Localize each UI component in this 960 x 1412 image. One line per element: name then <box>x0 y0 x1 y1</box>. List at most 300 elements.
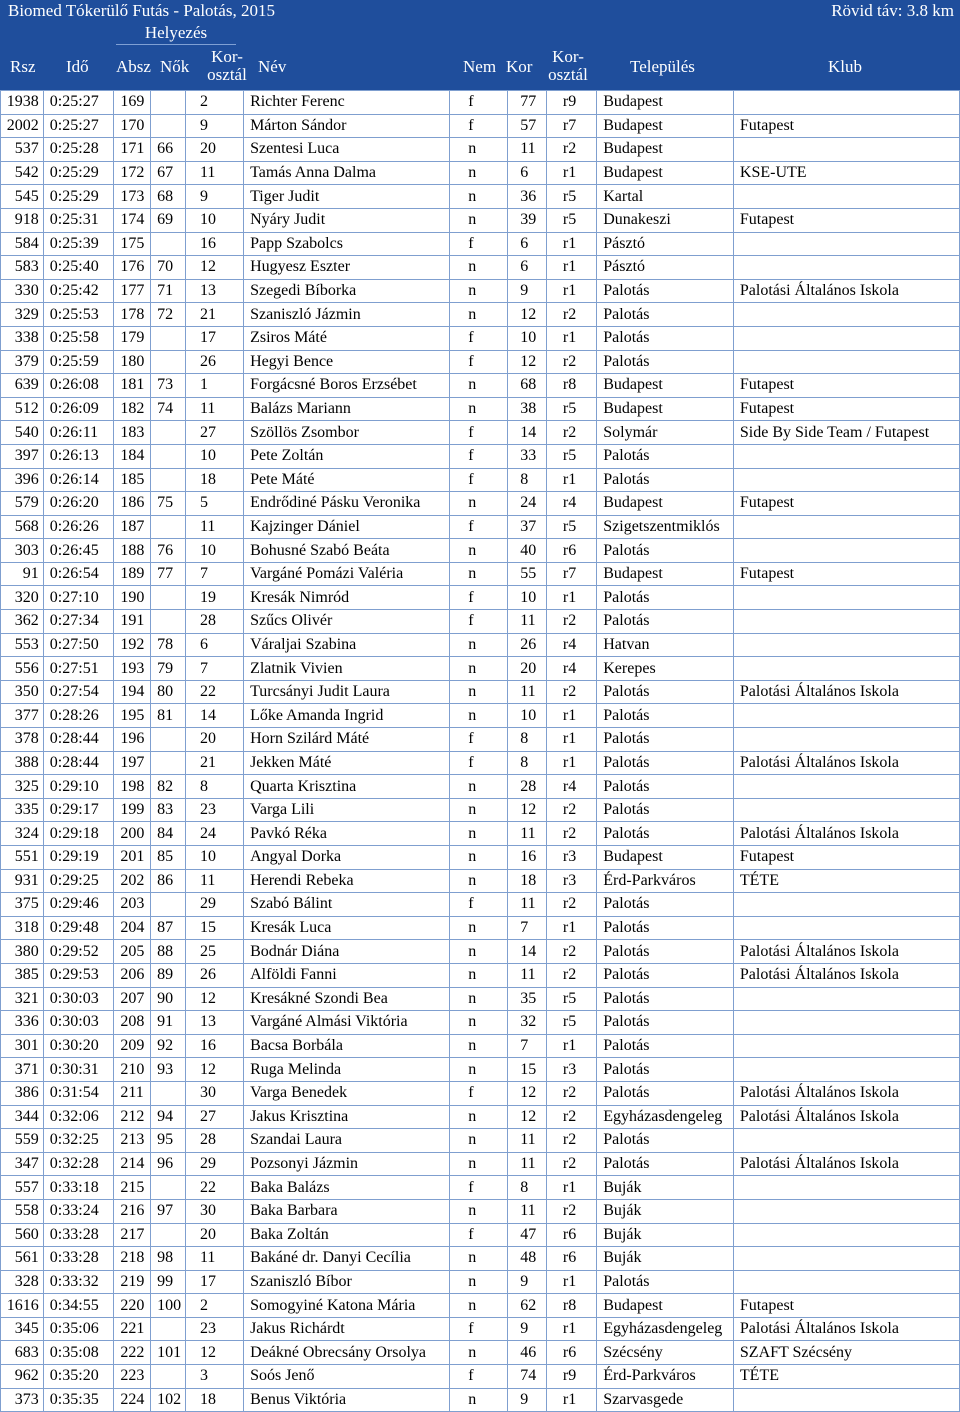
age: 10 <box>508 326 547 350</box>
runner-name: Kresák Nimród <box>244 586 450 610</box>
gender: n <box>450 185 508 209</box>
bib-number: 557 <box>1 1176 44 1200</box>
overall-place: 193 <box>114 657 151 681</box>
age: 7 <box>508 1034 547 1058</box>
age: 6 <box>508 256 547 280</box>
hometown: Pásztó <box>597 232 734 256</box>
age: 47 <box>508 1223 547 1247</box>
overall-place: 171 <box>114 138 151 162</box>
age-group: r1 <box>546 586 596 610</box>
club <box>733 775 959 799</box>
age: 12 <box>508 303 547 327</box>
women-place: 68 <box>151 185 186 209</box>
table-row <box>1 397 960 421</box>
hometown: Szécsény <box>597 1341 734 1365</box>
table-row <box>1 515 960 539</box>
finish-time: 0:30:31 <box>43 1058 114 1082</box>
runner-name: Varga Lili <box>244 798 450 822</box>
overall-place: 222 <box>114 1341 151 1365</box>
age: 9 <box>508 1388 547 1412</box>
finish-time: 0:28:44 <box>43 751 114 775</box>
hometown: Érd-Parkváros <box>597 869 734 893</box>
women-place: 73 <box>151 374 186 398</box>
runner-name: Márton Sándor <box>244 114 450 138</box>
club: Palotási Általános Iskola <box>733 751 959 775</box>
club: Palotási Általános Iskola <box>733 1152 959 1176</box>
overall-place: 174 <box>114 208 151 232</box>
hometown: Pásztó <box>597 256 734 280</box>
women-place: 82 <box>151 775 186 799</box>
results-table <box>0 90 960 1412</box>
table-row <box>1 1152 960 1176</box>
category-place: 3 <box>185 1365 243 1389</box>
age: 11 <box>508 610 547 634</box>
women-place: 76 <box>151 539 186 563</box>
women-place <box>151 1223 186 1247</box>
finish-time: 0:28:44 <box>43 728 114 752</box>
finish-time: 0:32:06 <box>43 1105 114 1129</box>
club: Futapest <box>733 114 959 138</box>
hometown: Palotás <box>597 1270 734 1294</box>
bib-number: 344 <box>1 1105 44 1129</box>
club: Palotási Általános Iskola <box>733 822 959 846</box>
finish-time: 0:35:35 <box>43 1388 114 1412</box>
age-group: r1 <box>546 1176 596 1200</box>
bib-number: 545 <box>1 185 44 209</box>
bib-number: 1938 <box>1 91 44 115</box>
finish-time: 0:33:18 <box>43 1176 114 1200</box>
gender: n <box>450 279 508 303</box>
age: 11 <box>508 138 547 162</box>
table-row <box>1 1223 960 1247</box>
gender: n <box>450 1105 508 1129</box>
runner-name: Pete Máté <box>244 468 450 492</box>
hometown: Budapest <box>597 374 734 398</box>
runner-name: Papp Szabolcs <box>244 232 450 256</box>
runner-name: Turcsányi Judit Laura <box>244 680 450 704</box>
finish-time: 0:27:51 <box>43 657 114 681</box>
bib-number: 324 <box>1 822 44 846</box>
age-group: r2 <box>546 303 596 327</box>
runner-name: Quarta Krisztina <box>244 775 450 799</box>
overall-place: 185 <box>114 468 151 492</box>
col-korosztaly-top: Kor- <box>211 47 243 66</box>
category-place: 10 <box>185 846 243 870</box>
category-place: 9 <box>185 185 243 209</box>
age: 62 <box>508 1294 547 1318</box>
hometown: Palotás <box>597 539 734 563</box>
age: 9 <box>508 279 547 303</box>
club <box>733 1199 959 1223</box>
table-row <box>1 256 960 280</box>
club <box>733 444 959 468</box>
age: 9 <box>508 1270 547 1294</box>
category-place: 17 <box>185 326 243 350</box>
women-place: 88 <box>151 940 186 964</box>
club <box>733 91 959 115</box>
age-group: r5 <box>546 1011 596 1035</box>
age-group: r5 <box>546 987 596 1011</box>
category-place: 7 <box>185 562 243 586</box>
age: 68 <box>508 374 547 398</box>
gender: n <box>450 916 508 940</box>
category-place: 30 <box>185 1199 243 1223</box>
gender: n <box>450 374 508 398</box>
category-place: 5 <box>185 492 243 516</box>
age-group: r3 <box>546 869 596 893</box>
hometown: Budapest <box>597 138 734 162</box>
table-row <box>1 987 960 1011</box>
age: 57 <box>508 114 547 138</box>
gender: n <box>450 562 508 586</box>
bib-number: 303 <box>1 539 44 563</box>
age: 35 <box>508 987 547 1011</box>
category-place: 24 <box>185 822 243 846</box>
category-place: 16 <box>185 232 243 256</box>
finish-time: 0:33:28 <box>43 1247 114 1271</box>
gender: f <box>450 232 508 256</box>
bib-number: 379 <box>1 350 44 374</box>
finish-time: 0:31:54 <box>43 1081 114 1105</box>
col-korosztaly-bottom: osztál <box>207 65 247 84</box>
age-group: r2 <box>546 1152 596 1176</box>
women-place <box>151 515 186 539</box>
runner-name: Nyáry Judit <box>244 208 450 232</box>
women-place: 84 <box>151 822 186 846</box>
category-place: 20 <box>185 1223 243 1247</box>
hometown: Budapest <box>597 114 734 138</box>
finish-time: 0:26:45 <box>43 539 114 563</box>
table-row <box>1 1081 960 1105</box>
club: KSE-UTE <box>733 161 959 185</box>
age-group: r3 <box>546 1058 596 1082</box>
hometown: Palotás <box>597 1011 734 1035</box>
age-group: r4 <box>546 657 596 681</box>
women-place <box>151 1317 186 1341</box>
age: 11 <box>508 893 547 917</box>
women-place: 96 <box>151 1152 186 1176</box>
bib-number: 568 <box>1 515 44 539</box>
runner-name: Forgácsné Boros Erzsébet <box>244 374 450 398</box>
club <box>733 1270 959 1294</box>
age-group: r1 <box>546 468 596 492</box>
gender: f <box>450 468 508 492</box>
category-place: 22 <box>185 1176 243 1200</box>
overall-place: 206 <box>114 963 151 987</box>
runner-name: Somogyiné Katona Mária <box>244 1294 450 1318</box>
runner-name: Vargáné Pomázi Valéria <box>244 562 450 586</box>
hometown: Palotás <box>597 1081 734 1105</box>
age: 32 <box>508 1011 547 1035</box>
age: 37 <box>508 515 547 539</box>
age-group: r1 <box>546 256 596 280</box>
category-place: 8 <box>185 775 243 799</box>
club: Futapest <box>733 397 959 421</box>
age: 11 <box>508 680 547 704</box>
hometown: Palotás <box>597 1152 734 1176</box>
club <box>733 610 959 634</box>
age-group: r2 <box>546 798 596 822</box>
age: 11 <box>508 1199 547 1223</box>
bib-number: 918 <box>1 208 44 232</box>
runner-name: Szandai Laura <box>244 1129 450 1153</box>
age-group: r5 <box>546 515 596 539</box>
bib-number: 325 <box>1 775 44 799</box>
bib-number: 556 <box>1 657 44 681</box>
age-group: r1 <box>546 1034 596 1058</box>
club <box>733 916 959 940</box>
age: 18 <box>508 869 547 893</box>
bib-number: 373 <box>1 1388 44 1412</box>
runner-name: Baka Zoltán <box>244 1223 450 1247</box>
table-row <box>1 539 960 563</box>
category-place: 18 <box>185 468 243 492</box>
runner-name: Zsiros Máté <box>244 326 450 350</box>
gender: f <box>450 728 508 752</box>
bib-number: 329 <box>1 303 44 327</box>
age-group: r7 <box>546 114 596 138</box>
club <box>733 468 959 492</box>
category-place: 7 <box>185 657 243 681</box>
finish-time: 0:33:24 <box>43 1199 114 1223</box>
table-row <box>1 610 960 634</box>
overall-place: 175 <box>114 232 151 256</box>
runner-name: Szaniszló Bíbor <box>244 1270 450 1294</box>
finish-time: 0:29:19 <box>43 846 114 870</box>
runner-name: Herendi Rebeka <box>244 869 450 893</box>
table-row <box>1 350 960 374</box>
hometown: Palotás <box>597 1034 734 1058</box>
overall-place: 179 <box>114 326 151 350</box>
overall-place: 183 <box>114 421 151 445</box>
women-place: 80 <box>151 680 186 704</box>
women-place: 95 <box>151 1129 186 1153</box>
runner-name: Ruga Melinda <box>244 1058 450 1082</box>
hometown: Szigetszentmiklós <box>597 515 734 539</box>
overall-place: 195 <box>114 704 151 728</box>
overall-place: 173 <box>114 185 151 209</box>
age-group: r2 <box>546 1199 596 1223</box>
club <box>733 326 959 350</box>
age-group: r2 <box>546 893 596 917</box>
club: Futapest <box>733 374 959 398</box>
finish-time: 0:26:26 <box>43 515 114 539</box>
women-place: 69 <box>151 208 186 232</box>
finish-time: 0:26:20 <box>43 492 114 516</box>
overall-place: 223 <box>114 1365 151 1389</box>
bib-number: 2002 <box>1 114 44 138</box>
table-row <box>1 303 960 327</box>
gender: n <box>450 1388 508 1412</box>
bib-number: 583 <box>1 256 44 280</box>
club: Futapest <box>733 208 959 232</box>
category-place: 26 <box>185 963 243 987</box>
category-place: 22 <box>185 680 243 704</box>
age-group: r1 <box>546 751 596 775</box>
women-place: 85 <box>151 846 186 870</box>
gender: n <box>450 704 508 728</box>
hometown: Egyházasdengeleg <box>597 1105 734 1129</box>
hometown: Palotás <box>597 893 734 917</box>
women-place: 94 <box>151 1105 186 1129</box>
age: 48 <box>508 1247 547 1271</box>
gender: n <box>450 256 508 280</box>
hometown: Palotás <box>597 279 734 303</box>
category-place: 16 <box>185 1034 243 1058</box>
club: Palotási Általános Iskola <box>733 680 959 704</box>
hometown: Palotás <box>597 728 734 752</box>
col-korosztaly-2-bottom: osztál <box>548 65 588 84</box>
age-group: r1 <box>546 232 596 256</box>
table-row <box>1 1247 960 1271</box>
distance-label: Rövid táv: 3.8 km <box>831 1 954 20</box>
age: 9 <box>508 1317 547 1341</box>
women-place: 100 <box>151 1294 186 1318</box>
table-row <box>1 1388 960 1412</box>
age: 12 <box>508 350 547 374</box>
hometown: Budapest <box>597 397 734 421</box>
col-telepules: Település <box>630 57 695 76</box>
age: 16 <box>508 846 547 870</box>
club: Palotási Általános Iskola <box>733 963 959 987</box>
age: 28 <box>508 775 547 799</box>
category-place: 13 <box>185 279 243 303</box>
gender: n <box>450 1152 508 1176</box>
table-row <box>1 1058 960 1082</box>
category-place: 10 <box>185 444 243 468</box>
finish-time: 0:29:18 <box>43 822 114 846</box>
overall-place: 199 <box>114 798 151 822</box>
overall-place: 218 <box>114 1247 151 1271</box>
overall-place: 219 <box>114 1270 151 1294</box>
club <box>733 728 959 752</box>
age-group: r1 <box>546 161 596 185</box>
finish-time: 0:25:31 <box>43 208 114 232</box>
gender: n <box>450 539 508 563</box>
club: Palotási Általános Iskola <box>733 279 959 303</box>
hometown: Palotás <box>597 963 734 987</box>
category-place: 30 <box>185 1081 243 1105</box>
age-group: r2 <box>546 610 596 634</box>
bib-number: 338 <box>1 326 44 350</box>
table-row <box>1 326 960 350</box>
table-row <box>1 893 960 917</box>
club <box>733 1388 959 1412</box>
runner-name: Szaniszló Jázmin <box>244 303 450 327</box>
age-group: r1 <box>546 1317 596 1341</box>
finish-time: 0:25:40 <box>43 256 114 280</box>
bib-number: 397 <box>1 444 44 468</box>
women-place: 72 <box>151 303 186 327</box>
women-place <box>151 1365 186 1389</box>
category-place: 12 <box>185 1341 243 1365</box>
age-group: r6 <box>546 539 596 563</box>
finish-time: 0:26:54 <box>43 562 114 586</box>
gender: n <box>450 208 508 232</box>
runner-name: Angyal Dorka <box>244 846 450 870</box>
runner-name: Baka Balázs <box>244 1176 450 1200</box>
club: Futapest <box>733 1294 959 1318</box>
women-place: 89 <box>151 963 186 987</box>
category-place: 21 <box>185 303 243 327</box>
hometown: Palotás <box>597 987 734 1011</box>
gender: f <box>450 1176 508 1200</box>
bib-number: 301 <box>1 1034 44 1058</box>
age-group: r5 <box>546 444 596 468</box>
overall-place: 186 <box>114 492 151 516</box>
women-place <box>151 421 186 445</box>
overall-place: 200 <box>114 822 151 846</box>
overall-place: 177 <box>114 279 151 303</box>
age: 7 <box>508 916 547 940</box>
gender: n <box>450 1058 508 1082</box>
hometown: Palotás <box>597 751 734 775</box>
helyezes-header: Helyezés <box>116 22 236 45</box>
finish-time: 0:25:29 <box>43 161 114 185</box>
finish-time: 0:25:29 <box>43 185 114 209</box>
age-group: r1 <box>546 326 596 350</box>
women-place <box>151 91 186 115</box>
category-place: 1 <box>185 374 243 398</box>
finish-time: 0:25:27 <box>43 91 114 115</box>
women-place <box>151 728 186 752</box>
category-place: 12 <box>185 987 243 1011</box>
category-place: 29 <box>185 893 243 917</box>
table-row <box>1 1129 960 1153</box>
women-place: 77 <box>151 562 186 586</box>
age-group: r1 <box>546 279 596 303</box>
runner-name: Kresák Luca <box>244 916 450 940</box>
hometown: Palotás <box>597 586 734 610</box>
hometown: Palotás <box>597 680 734 704</box>
runner-name: Balázs Mariann <box>244 397 450 421</box>
age: 55 <box>508 562 547 586</box>
women-place: 98 <box>151 1247 186 1271</box>
overall-place: 196 <box>114 728 151 752</box>
gender: n <box>450 1199 508 1223</box>
gender: n <box>450 1011 508 1035</box>
age-group: r2 <box>546 350 596 374</box>
bib-number: 558 <box>1 1199 44 1223</box>
finish-time: 0:33:28 <box>43 1223 114 1247</box>
category-place: 20 <box>185 728 243 752</box>
bib-number: 377 <box>1 704 44 728</box>
hometown: Solymár <box>597 421 734 445</box>
category-place: 11 <box>185 1247 243 1271</box>
runner-name: Horn Szilárd Máté <box>244 728 450 752</box>
gender: f <box>450 1081 508 1105</box>
age: 26 <box>508 633 547 657</box>
age: 10 <box>508 586 547 610</box>
age-group: r5 <box>546 185 596 209</box>
women-place <box>151 114 186 138</box>
runner-name: Szentesi Luca <box>244 138 450 162</box>
overall-place: 217 <box>114 1223 151 1247</box>
col-korosztaly-2-top: Kor- <box>552 47 584 66</box>
women-place: 91 <box>151 1011 186 1035</box>
age-group: r6 <box>546 1223 596 1247</box>
finish-time: 0:30:03 <box>43 1011 114 1035</box>
gender: n <box>450 397 508 421</box>
women-place <box>151 893 186 917</box>
overall-place: 214 <box>114 1152 151 1176</box>
table-row <box>1 633 960 657</box>
age-group: r8 <box>546 1294 596 1318</box>
category-place: 28 <box>185 610 243 634</box>
hometown: Palotás <box>597 822 734 846</box>
gender: n <box>450 657 508 681</box>
finish-time: 0:27:34 <box>43 610 114 634</box>
